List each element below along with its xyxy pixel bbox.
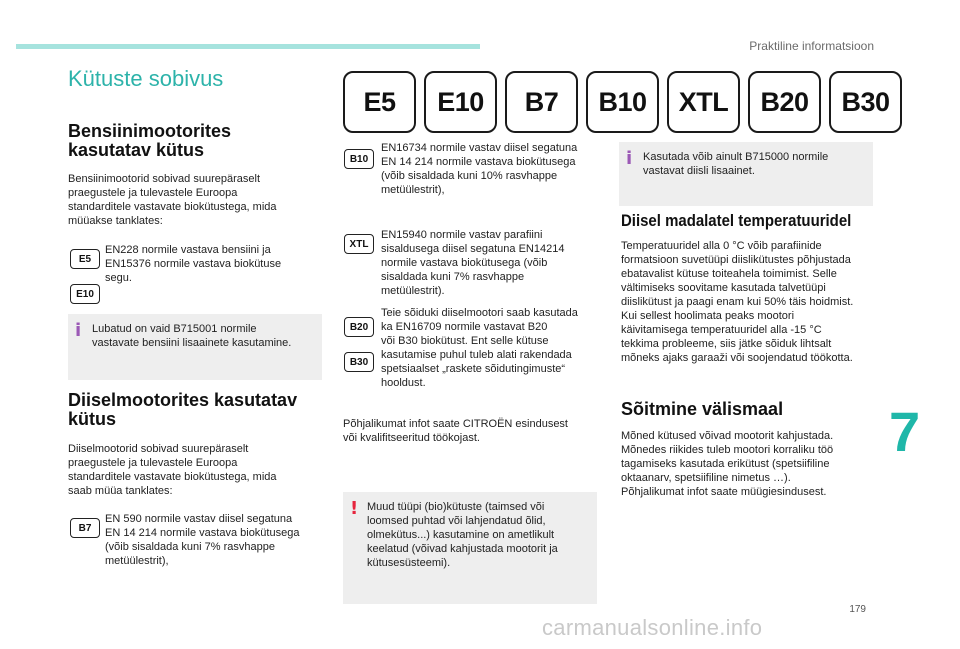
- header-accent-bar: [16, 44, 480, 49]
- badge-e5: E5: [70, 249, 100, 269]
- fuel-badge-e10: E10: [424, 71, 497, 133]
- badge-b10: B10: [344, 149, 374, 169]
- more-info-text: Põhjalikumat infot saate CITROËN esindusest või kvalifitseeritud töökojast.: [343, 418, 568, 444]
- fuel-badge-b30: B30: [829, 71, 902, 133]
- petrol-additive-note: i Lubatud on vaid B715001 normile vastavate bensiini lisaainete kasutamine.: [68, 314, 322, 380]
- badge-b7: B7: [70, 518, 100, 538]
- badge-b30: B30: [344, 352, 374, 372]
- diesel-heading: Diiselmootorites kasutatav kütus: [68, 390, 298, 429]
- abroad-heading: Sõitmine välismaal: [621, 399, 784, 419]
- info-icon: i: [626, 148, 633, 169]
- e5-e10-description: EN228 normile vastava bensiini ja EN15376 normile vastava biokütuse segu.: [105, 244, 282, 284]
- low-temp-text: Temperatuuridel alla 0 °C võib parafiinide formatsioon suvetüüpi diislikütustes põhjustada ebatavalist kütuse toiteahela toimimist. Selle vältimiseks soovitame kasutada talvetüüpi diislikütust ja paagi enam kui 50% täis hoidmist. Kui sellest hoolimata peaks mootori käivitamisega temperatuuridel alla -15 °C tekkima probleeme, siis jätke sõiduk lihtsalt mõneks ajaks garaaži või soojendatud töökotta.: [621, 240, 854, 364]
- diesel-additive-note: i Kasutada võib ainult B715000 normile vastavat diisli lisaainet.: [619, 142, 873, 206]
- abroad-text: Mõned kütused võivad mootorit kahjustada. Mõnedes riikides tuleb mootori korraliku töö tagamiseks kasutada erikütust (spetsiifiline oktaanarv, spetsiifiline nimetus …). Põhjalikumat infot saate müügiesindusest.: [621, 430, 834, 498]
- badge-xtl: XTL: [344, 234, 374, 254]
- b7-description: EN 590 normile vastav diisel segatuna EN 14 214 normile vastava biokütusega (võib sisaldada kuni 7% rasvhappe metüülestrit),: [105, 513, 300, 567]
- page-title: Kütuste sobivus: [68, 66, 224, 91]
- fuel-badge-row: [343, 71, 902, 133]
- diesel-intro: Diiselmootorid sobivad suurepäraselt praegustele ja tulevastele Euroopa standarditele vastavate biokütustega, mida saab müüa tanklates:: [68, 443, 277, 497]
- page-number: 179: [849, 604, 866, 615]
- warning-icon: !: [350, 498, 359, 519]
- petrol-intro: Bensiinimootorid sobivad suurepäraselt praegustele ja tulevastele Euroopa standarditele vastavate biokütustega, mida müüakse tanklates:: [68, 173, 277, 227]
- fuel-warning-note: ! Muud tüüpi (bio)kütuste (taimsed või loomsed puhtad või lahjendatud õlid, olmekütus...) kasutamine on ametlikult keelatud (võivad kahjustada mootorit ja kütusesüsteemi).: [343, 492, 597, 604]
- fuel-badge-e5: E5: [343, 71, 416, 133]
- b20-b30-description: Teie sõiduki diiselmootori saab kasutada ka EN16709 normile vastavat B20 või B30 biokütust. Ent selle kütuse kasutamise puhul tuleb alati rakendada spetsiaalset „raskete sõidutingimuste“ hooldust.: [381, 307, 578, 389]
- fuel-badge-b7: B7: [505, 71, 578, 133]
- info-icon: i: [75, 320, 82, 341]
- b10-description: EN16734 normile vastav diisel segatuna EN 14 214 normile vastava biokütusega (võib sisaldada kuni 10% rasvhappe metüülestrit),: [381, 142, 578, 196]
- section-title: Praktiline informatsioon: [749, 39, 874, 53]
- fuel-badge-b10: B10: [586, 71, 659, 133]
- fuel-badge-xtl: XTL: [667, 71, 740, 133]
- badge-e10: E10: [70, 284, 100, 304]
- watermark: carmanualsonline.info: [542, 615, 763, 640]
- chapter-number: 7: [889, 400, 921, 463]
- fuel-badge-b20: B20: [748, 71, 821, 133]
- petrol-heading: Bensiinimootorites kasutatav kütus: [68, 121, 232, 160]
- badge-b20: B20: [344, 317, 374, 337]
- low-temp-heading: Diisel madalatel temperatuuridel: [621, 211, 852, 230]
- xtl-description: EN15940 normile vastav parafiini sisaldusega diisel segatuna EN14214 normile vastava biokütusega (võib sisaldada kuni 7% rasvhappe metüülestrit).: [381, 229, 565, 297]
